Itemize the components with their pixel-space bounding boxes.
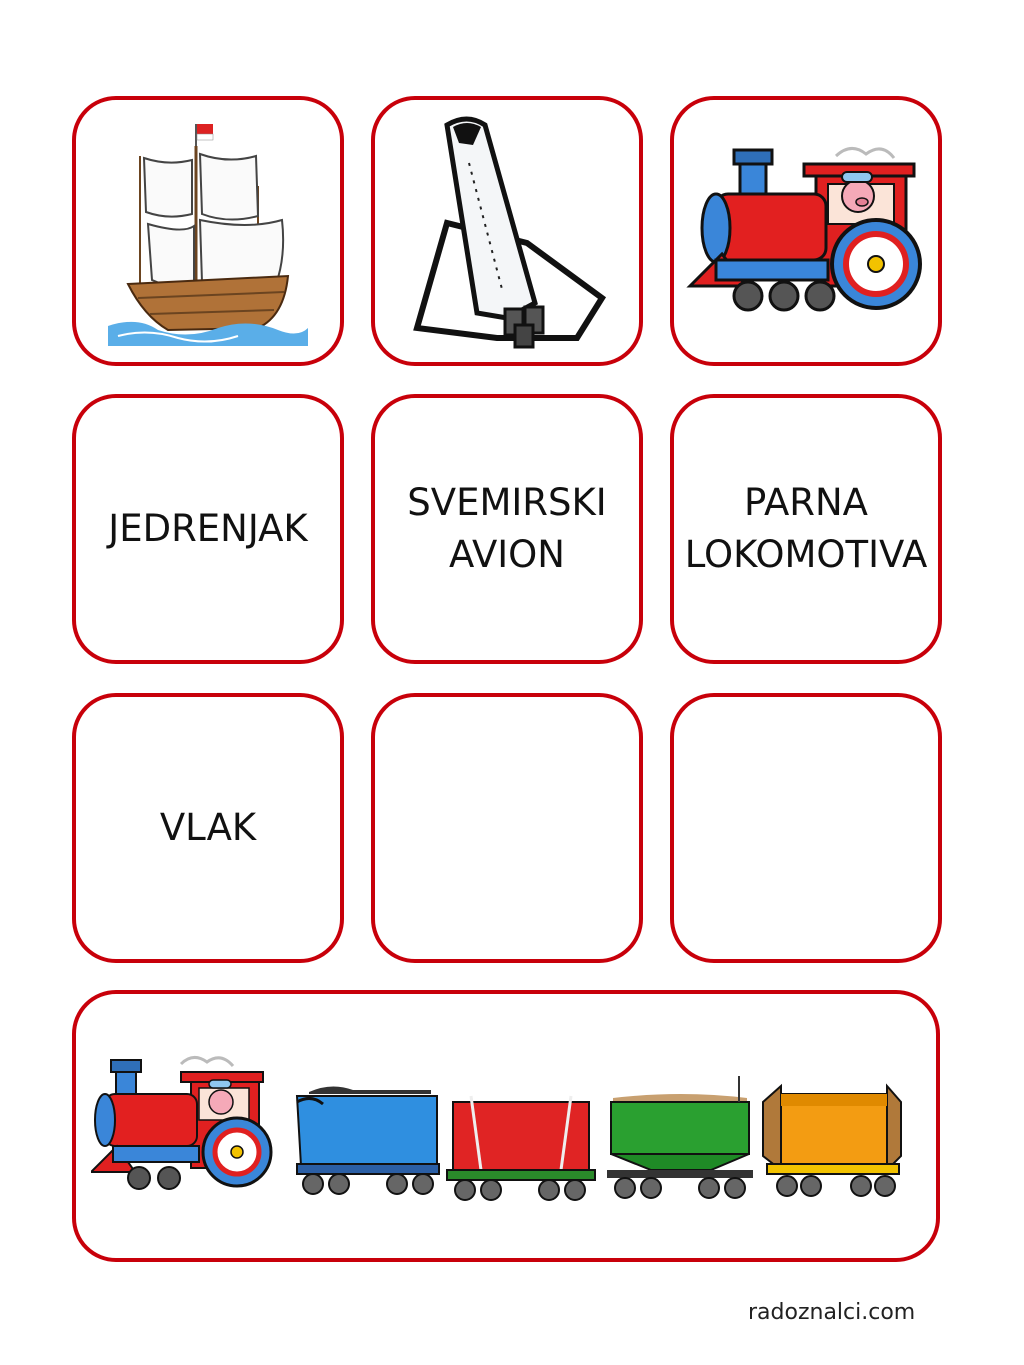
card-word-text xyxy=(160,802,256,854)
card-train[interactable] xyxy=(72,990,940,1262)
train-icon xyxy=(91,1046,921,1206)
word-line: PARNA xyxy=(744,481,868,524)
card-word-vlak[interactable] xyxy=(72,693,344,963)
card-steam-locomotive[interactable] xyxy=(670,96,942,366)
card-sailing-ship[interactable] xyxy=(72,96,344,366)
card-blank[interactable] xyxy=(670,693,942,963)
card-word-text xyxy=(407,477,606,581)
footer-site-credit: radoznalci.com xyxy=(748,1300,916,1325)
space-shuttle-icon xyxy=(407,113,607,349)
word-line: JEDRENJAK xyxy=(108,507,308,550)
card-word-jedrenjak[interactable] xyxy=(72,394,344,664)
word-line: SVEMIRSKI xyxy=(407,481,607,524)
card-word-svemirski-avion[interactable] xyxy=(371,394,643,664)
card-word-text xyxy=(108,503,307,555)
card-blank[interactable] xyxy=(371,693,643,963)
word-line: LOKOMOTIVA xyxy=(684,533,928,576)
card-space-shuttle[interactable] xyxy=(371,96,643,366)
word-line: VLAK xyxy=(159,806,257,849)
steam-locomotive-icon xyxy=(686,136,926,326)
card-word-text xyxy=(685,477,928,581)
word-line: AVION xyxy=(449,533,565,576)
card-word-parna-lokomotiva[interactable] xyxy=(670,394,942,664)
sailing-ship-icon xyxy=(108,116,308,346)
